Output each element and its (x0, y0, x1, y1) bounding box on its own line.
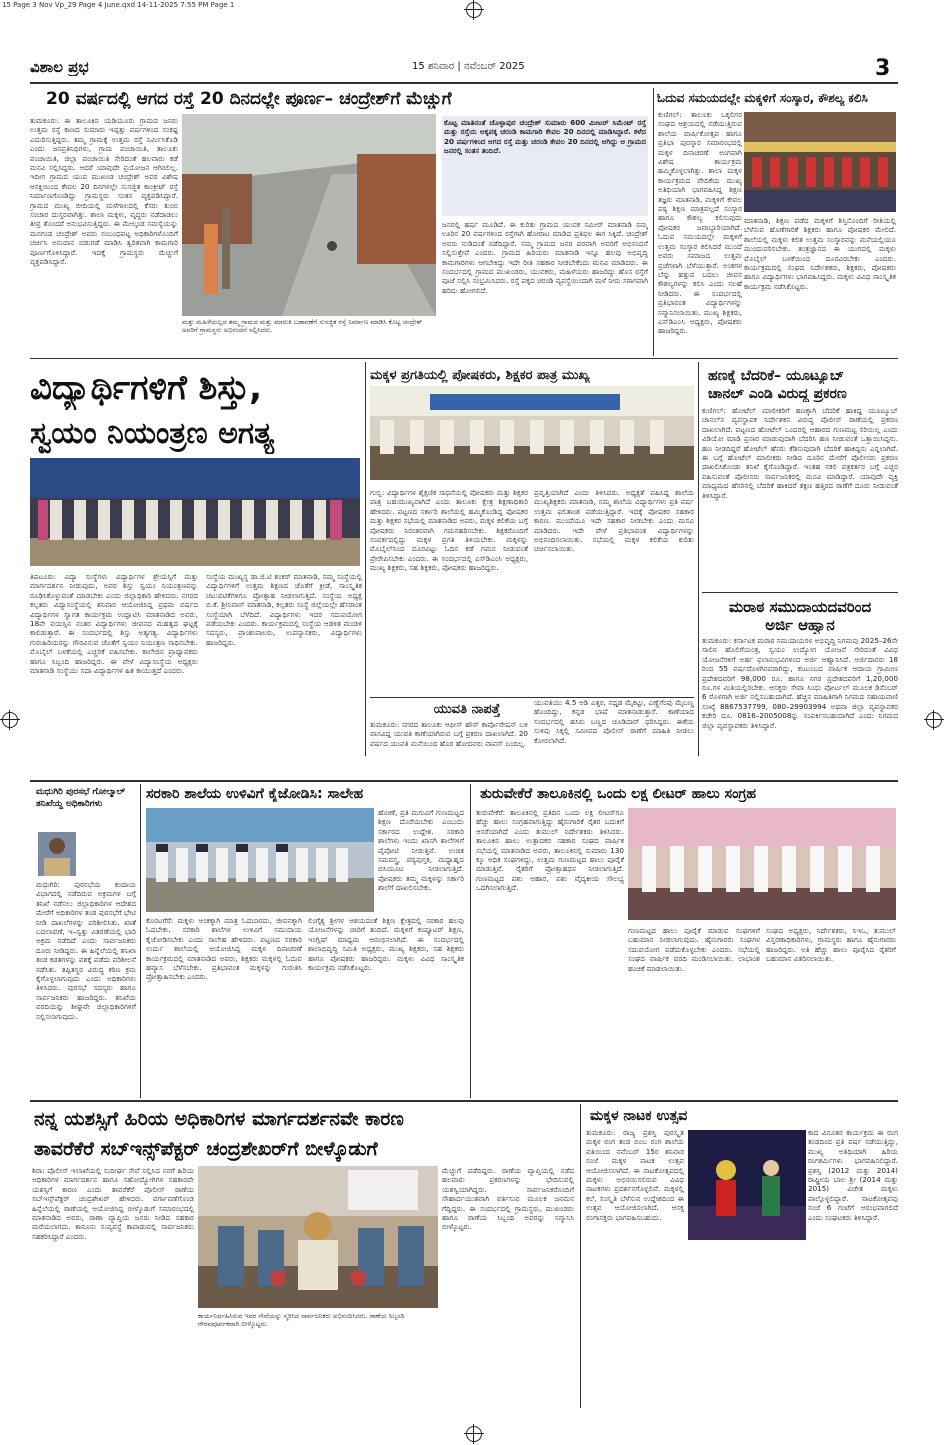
story-headline: ಸರಕಾರಿ ಶಾಲೆಯ ಉಳಿವಿಗೆ ಕೈಜೋಡಿಸಿ: ಸಾಲೇಹ (146, 786, 364, 802)
story-callout: ಕೊಟ್ಟ ಮಾತಿನಂತೆ ಚೊಳ್ಳಾಪುರ ಚಂದ್ರೇಶ್ ಸುಮಾರು 600 ಮೀಟರ್ ಸಿಮೆಂಟ್ ರಸ್ತೆ ಮತ್ತು ರಸ್ತೆಯ ಅಕ್ಕಪಕ್ಕ ಚರಂಡಿ ಕಾಮಗಾರಿ ಕೇವಲ 20 ದಿನದಲ್ಲಿ ಮಾಡಿಸಿದ್ದಾರೆ. ಕಳೆದ 20 ವರ್ಷಗಳಿಂದ ಆಗದ ರಸ್ತೆ ಮತ್ತು ಚರಂಡಿ ಕೇವಲ 20 ದಿನದಲ್ಲಿ ಆಗಿದ್ದು ಆ ಗ್ರಾಮದ ಜನರಲ್ಲಿ ಸಂತಸ ತಂದಿದೆ. (442, 116, 648, 216)
story-body: ತುಮಕೂರು: ಈ ತಾಲೂಕಿನ ಯಡಿಯೂರು ಗ್ರಾಮದ ಜನರು ಉತ್ತಮ ರಸ್ತೆ ಕಾಣದ ಸುಮಾರು ಇಪ್ಪತ್ತು ವರ್ಷಗಳಿಂದ ಸಂಕಷ್ಟ ಎದುರಿಸುತ್ತಿದ್ದರು. ತಮ್ಮ ಗ್ರಾಮಕ್ಕೆ ಉತ್ತಮ ರಸ್ತೆ ನಿರ್ಮಿಸಿಕೊಡಿ ಎಂದು ಜನಪ್ರತಿನಿಧಿಗಳು, ಗ್ರಾಮ ಪಂಚಾಯಿತಿ, ತಾಲೂಕು ಪಂಚಾಯಿತಿ, ಜಿಲ್ಲಾ ಪಂಚಾಯಿತಿ ಸೇರಿದಂತೆ ಹಲವಾರು ಕಡೆ ಮನವಿ ಸಲ್ಲಿಸಿದ್ದರು. ಆದರೆ ಯಾವುದೇ ಪ್ರಯೋಜನ ಆಗಿರಲಿಲ್ಲ. ಇದೀಗ ಗ್ರಾಮದ ಯುವ ಮುಖಂಡ ಚಂದ್ರೇಶ್ ಅವರ ವಿಶೇಷ ಆಸಕ್ತಿಯಿಂದ ಕೇವಲ 20 ದಿನಗಳಲ್ಲೇ ಸುಸಜ್ಜಿತ ಕಾಂಕ್ರೀಟ್ ರಸ್ತೆ ನಿರ್ಮಾಣಗೊಂಡಿದ್ದು ಗ್ರಾಮಸ್ಥರು ಸಂತಸ ವ್ಯಕ್ತಪಡಿಸಿದ್ದಾರೆ. ಗ್ರಾಮದ ಮುಖ್ಯ ಬೀದಿಯಲ್ಲಿ ಮಳೆಗಾಲದಲ್ಲಿ ಕೆಸರು ತುಂಬಿ ಸಂಚಾರ ದುಸ್ತರವಾಗಿತ್ತು. ಶಾಲಾ ಮಕ್ಕಳು, ವೃದ್ಧರು ನಡೆದಾಡಲು ತೀವ್ರ ತೊಂದರೆ ಅನುಭವಿಸುತ್ತಿದ್ದರು. ಈ ಮೇಲ್ಕಂಡ ಸಮಸ್ಯೆಯನ್ನು ಮನಗಂಡ ಚಂದ್ರೇಶ್ ಅವರು ಸಂಬಂಧಪಟ್ಟ ಅಧಿಕಾರಿಗಳೊಂದಿಗೆ ಚರ್ಚಿಸಿ ಅನುದಾನ ಬಿಡುಗಡೆ ಮಾಡಿಸಿ ತ್ವರಿತವಾಗಿ ಕಾಮಗಾರಿ ಪೂರ್ಣಗೊಳಿಸಿದ್ದಾರೆ. ಇದಕ್ಕೆ ಗ್ರಾಮಸ್ಥರು ಮೆಚ್ಚುಗೆ ವ್ಯಕ್ತಪಡಿಸಿದ್ದಾರೆ. (30, 116, 178, 267)
registration-mark-right (926, 712, 942, 728)
story-body: ತಿಪಟೂರು: ವಿದ್ಯಾ ಸಂಸ್ಥೆಗಳು ವಿದ್ಯಾರ್ಥಿಗಳ ಶ್ರೇಯಸ್ಸಿಗೆ ಮತ್ತು ಮಾರ್ಗದರ್ಶನ ನೀಡುವುದು, ಅವರ ಶಿಸ್ತು ಸ್ವಯಂ ನಿಯಂತ್ರಣವನ್ನು ರೂಢಿಸಿಕೊಳ್ಳುವಂತೆ ಮಾಡಬೇಕು ಎಂದು ಜಿಲ್ಲಾಧಿಕಾರಿ ಹೇಳಿದರು. ನಗರದ ಕಲ್ಪತರು ವಿದ್ಯಾಸಂಸ್ಥೆಯಲ್ಲಿ ಶನಿವಾರ ಆಯೋಜಿಸಿದ್ದ ಪ್ರಥಮ ವರ್ಷದ ವಿದ್ಯಾರ್ಥಿಗಳ ಸ್ವಾಗತ ಕಾರ್ಯಕ್ರಮ ಉದ್ಘಾಟಿಸಿ ಮಾತನಾಡಿದ ಅವರು, 18ನೇ ವಯಸ್ಸಿನ ನಂತರ ವಿದ್ಯಾರ್ಥಿಗಳು ಜೀವನದ ಮಹತ್ವದ ಘಟ್ಟಕ್ಕೆ ಕಾಲಿಡುತ್ತಾರೆ. ಈ ಸಂದರ್ಭದಲ್ಲಿ ಶಿಸ್ತು ಅತ್ಯಗತ್ಯ. ವಿದ್ಯಾರ್ಥಿಗಳು ಗುರುಹಿರಿಯರನ್ನು ಗೌರವಿಸುವ ಜೊತೆಗೆ ಸ್ವಯಂ ನಿಯಂತ್ರಣ ಸಾಧಿಸಬೇಕು. ಮೊಬೈಲ್ ಬಳಕೆಯಲ್ಲಿ ಎಚ್ಚರಿಕೆ ವಹಿಸಬೇಕು. ಕಾಲೇಜಿನ ಪ್ರಾಧ್ಯಾಪಕರು ಹಾಗೂ ಸಿಬ್ಬಂದಿ ಹಾಜರಿದ್ದರು. ಈ ವೇಳೆ ವಿದ್ಯಾಸಂಸ್ಥೆಯ ಅಧ್ಯಕ್ಷರು ಮಾತನಾಡಿ ಸಂಸ್ಥೆಯು ಸದಾ ವಿದ್ಯಾರ್ಥಿಗಳ ಹಿತ ಕಾಯುತ್ತದೆ ಎಂದರು. (30, 572, 198, 676)
story-headline: ಯುವತಿ ನಾಪತ್ತೆ (433, 702, 501, 717)
story-body: ಹೋಣೆ, ಪ್ರತಿ ಮಗುವಿಗೆ ಗುಣಮಟ್ಟದ ಶಿಕ್ಷಣ ದೊರೆಯಬೇಕು ಎಂಬುದು ಸರ್ಕಾರದ ಉದ್ದೇಶ. ಸರಕಾರಿ ಶಾಲೆಗಳು ಇಂದು ಖಾಸಗಿ ಶಾಲೆಗಳಿಗೆ ಪೈಪೋಟಿ ನೀಡುತ್ತಿವೆ. ಉಚಿತ ಸಮವಸ್ತ್ರ, ಪಠ್ಯಪುಸ್ತಕ, ಮಧ್ಯಾಹ್ನದ ಬಿಸಿಯೂಟ ನೀಡಲಾಗುತ್ತಿದೆ. ಪೋಷಕರು ತಮ್ಮ ಮಕ್ಕಳನ್ನು ಸರ್ಕಾರಿ ಶಾಲೆಗೆ ದಾಖಲಿಸಬೇಕು. (378, 808, 464, 893)
story-body: ಸಂಸ್ಥೆಯ ಮುಖ್ಯಸ್ಥ ಡಾ.ಜಿ.ಟಿ ಶಂಕರ್ ಮಾತನಾಡಿ, ನಮ್ಮ ಸಂಸ್ಥೆಯಲ್ಲಿ ವಿದ್ಯಾರ್ಥಿಗಳಿಗೆ ಉತ್ತಮ ಶಿಕ್ಷಣದ ಜೊತೆಗೆ ಕ್ರೀಡೆ, ಸಾಂಸ್ಕೃತಿಕ ಚಟುವಟಿಕೆಗಳಿಗೂ ಪ್ರೋತ್ಸಾಹ ನೀಡಲಾಗುತ್ತಿದೆ. ಸಂಸ್ಥೆಯ ಅಧ್ಯಕ್ಷ ಬಿ.ಕೆ. ಶ್ರೀನಿವಾಸ್ ಮಾತನಾಡಿ, ಕಲ್ಪತರು ಸಂಸ್ಥೆ ಜಿಲ್ಲೆಯಲ್ಲೇ ಹೆಸರಾಂತ ಸಂಸ್ಥೆಯಾಗಿ ಬೆಳೆದಿದೆ. ವಿದ್ಯಾರ್ಥಿಗಳು ಇದರ ಸದುಪಯೋಗ ಪಡೆಯಬೇಕು ಎಂದರು. ಕಾರ್ಯಕ್ರಮದಲ್ಲಿ ಸಂಸ್ಥೆಯ ಆಡಳಿತ ಮಂಡಳಿ ಸದಸ್ಯರು, ಪ್ರಾಂಶುಪಾಲರು, ಉಪನ್ಯಾಸಕರು, ವಿದ್ಯಾರ್ಥಿಗಳು ಹಾಜರಿದ್ದರು. (206, 572, 362, 647)
page-number: 3 (875, 56, 891, 81)
registration-mark-top (466, 2, 482, 18)
column-divider (580, 1104, 581, 1408)
story-headline: ಮಕ್ಕಳ ಪ್ರಗತಿಯಲ್ಲಿ ಪೋಷಕರು, ಶಿಕ್ಷಕರ ಪಾತ್ರ ಮುಖ್ಯ (370, 368, 590, 383)
masthead-name: ವಿಶಾಲ ಪ್ರಭ (30, 58, 89, 76)
farewell-photo (198, 1166, 438, 1308)
column-divider (365, 362, 366, 756)
print-slug: 15 Page 3 Nov Vp_29 Page 4 June.qxd 14-11-2025 7:55 PM Page 1 (2, 1, 235, 9)
story-body: ಶಿರಾ: ಪೊಲೀಸ್ ಇಲಾಖೆಯಲ್ಲಿ ಸುದೀರ್ಘ ಸೇವೆ ಸಲ್ಲಿಸಿದ ನನಗೆ ಹಿರಿಯ ಅಧಿಕಾರಿಗಳ ಮಾರ್ಗದರ್ಶನ ಹಾಗೂ ಸಹೋದ್ಯೋಗಿಗಳ ಸಹಕಾರವೇ ಯಶಸ್ಸಿಗೆ ಕಾರಣ ಎಂದು ತಾವರೆಕೆರೆ ಪೊಲೀಸ್ ಠಾಣೆಯ ಸಬ್‌ಇನ್ಸ್‌ಪೆಕ್ಟರ್ ಚಂದ್ರಶೇಖರ್ ಹೇಳಿದರು. ವರ್ಗಾವಣೆಗೊಂಡ ಹಿನ್ನೆಲೆಯಲ್ಲಿ ಠಾಣೆಯಲ್ಲಿ ಆಯೋಜಿಸಿದ್ದ ಬೀಳ್ಕೊಡುಗೆ ಸಮಾರಂಭದಲ್ಲಿ ಮಾತನಾಡಿದ ಅವರು, ಠಾಣಾ ವ್ಯಾಪ್ತಿಯ ಜನರು ನೀಡಿದ ಸಹಕಾರ ಮರೆಯಲಾಗದು. ಕಾನೂನು ಸುವ್ಯವಸ್ಥೆ ಕಾಪಾಡುವಲ್ಲಿ ಸಾರ್ವಜನಿಕರು ಸಹಕರಿಸಿದ್ದಾರೆ ಎಂದರು. (32, 1166, 194, 1241)
column-divider (698, 362, 699, 756)
photo-caption: ಕಾರ್ಯನಿರ್ವಹಿಸಿರುವ ಇವರ ಸೇವೆಯನ್ನು ಸ್ಮರಿಸಿದ ಸಾರ್ವಜನಿಕರು ಅಭಿನಂದಿಸಿದರು. ಠಾಣೆಯ ಸಿಬ್ಬಂದಿ ಗೌರವಪೂರ್ವಕವಾಗಿ ಬೀಳ್ಕೊಟ್ಟರು. (198, 1312, 405, 1329)
registration-mark-left (2, 712, 18, 728)
event-photo (30, 458, 360, 566)
story-headline: ಮರಾಠ ಸಮುದಾಯದವರಿಂದ (728, 598, 872, 616)
story-body: ಯುವತಿಯು 4.5 ಅಡಿ ಎತ್ತರ, ಸಧೃಡ ಮೈಕಟ್ಟು, ಎಣ್ಣೆಗೆಂಪು ಮೈಬಣ್ಣ ಹೊಂದಿದ್ದು, ಕನ್ನಡ ಭಾಷೆ ಮಾತನಾಡುತ್ತಾರೆ. ಕಾಣೆಯಾದ ಸಂದರ್ಭದಲ್ಲಿ ಹಸಿರು ಬಣ್ಣದ ಚೂಡಿದಾರ್ ಧರಿಸಿದ್ದರು. ಈಕೆಯ ಸುಳಿವು ಸಿಕ್ಕಲ್ಲಿ ಸಮೀಪದ ಪೊಲೀಸ್ ಠಾಣೆಗೆ ಮಾಹಿತಿ ನೀಡಲು ಕೋರಲಾಗಿದೆ. (534, 698, 694, 745)
story-headline: ಹಣಕ್ಕೆ ಬೆದರಿಕೆ– ಯೂಟ್ಯೂಬ್ (708, 368, 845, 384)
school-children-photo (146, 808, 374, 912)
story-headline: ಮಧುಗಿರಿ ಪುರಸಭೆ ಗೋಲ್ಮಾಲ್ ತನಿಖೆಯ್ದ ಅಧಿಕಾರಿಗಳು (36, 787, 126, 809)
story-body: ಕುಣಿಗಲ್: ಹೋಟೆಲ್ ಮಾಲೀಕರಿಗೆ ಹಣಕ್ಕಾಗಿ ಬೆದರಿಕೆ ಹಾಕಿದ್ದ ಯೂಟ್ಯೂಬ್ ಚಾನಲ್‌ನ ವ್ಯವಸ್ಥಾಪಕ ನಿರ್ದೇಶಕನ ವಿರುದ್ಧ ಪೊಲೀಸ್ ಠಾಣೆಯಲ್ಲಿ ಪ್ರಕರಣ ದಾಖಲಾಗಿದೆ. ಪಟ್ಟಣದ ಹೋಟೆಲ್ ಒಂದರಲ್ಲಿ ಆಹಾರದ ಗುಣಮಟ್ಟ ಸರಿಯಿಲ್ಲ ಎಂದು ವಿಡಿಯೋ ಮಾಡಿ ಪ್ರಸಾರ ಮಾಡುವುದಾಗಿ ಬೆದರಿಸಿ ಹಣ ನೀಡುವಂತೆ ಒತ್ತಾಯಿಸಿದ್ದನು. ಹಣ ನೀಡದಿದ್ದರೆ ಹೋಟೆಲ್ ಹೆಸರು ಕೆಡಿಸುವುದಾಗಿ ಬೆದರಿಕೆ ಹಾಕಿದ್ದನು ಎನ್ನಲಾಗಿದೆ. ಈ ಬಗ್ಗೆ ಹೋಟೆಲ್ ಮಾಲೀಕರು ನೀಡಿದ ದೂರಿನ ಮೇರೆಗೆ ಪೊಲೀಸರು ಪ್ರಕರಣ ದಾಖಲಿಸಿಕೊಂಡು ತನಿಖೆ ಕೈಗೊಂಡಿದ್ದಾರೆ. ಇಂತಹ ನಕಲಿ ಪತ್ರಕರ್ತರ ಬಗ್ಗೆ ಎಚ್ಚರ ವಹಿಸುವಂತೆ ಪೊಲೀಸರು ಸಾರ್ವಜನಿಕರಲ್ಲಿ ಮನವಿ ಮಾಡಿದ್ದಾರೆ. ಯಾವುದೇ ವ್ಯಕ್ತಿ ಮಾಧ್ಯಮದ ಹೆಸರಿನಲ್ಲಿ ಬೆದರಿಕೆ ಹಾಕಿದರೆ ತಕ್ಷಣ ಹತ್ತಿರದ ಠಾಣೆಗೆ ದೂರು ನೀಡುವಂತೆ ತಿಳಿಸಿದ್ದಾರೆ. (702, 406, 898, 500)
story-body: ಕುಣಿಗಲ್: ತಾಲೂಕು ಒಕ್ಕಲಿಗರ ಸಂಘದ ಆಶ್ರಯದಲ್ಲಿ ನಡೆಯುತ್ತಿರುವ ಶಾಲೆಯ ವಾರ್ಷಿಕೋತ್ಸವ ಹಾಗೂ ಪ್ರತಿಭಾ ಪುರಸ್ಕಾರ ಸಮಾರಂಭದಲ್ಲಿ ಮಕ್ಕಳ ದಿನಾಚರಣೆ ಅಂಗವಾಗಿ ವಿಶೇಷ ಕಾರ್ಯಕ್ರಮ ಹಮ್ಮಿಕೊಳ್ಳಲಾಗಿತ್ತು. ಶಾಲಾ ಮಕ್ಕಳ ಕಾರ್ಯಕ್ರಮದ ವೇದಿಕೆಯ ಮುಖ್ಯ ಅತಿಥಿಯಾಗಿ ಭಾಗವಹಿಸಿದ್ದ ಶಿಕ್ಷಣ ತಜ್ಞರು ಮಾತನಾಡಿ, ಮಕ್ಕಳಿಗೆ ಕೇವಲ ಪಠ್ಯ ಶಿಕ್ಷಣ ಮಾತ್ರವಲ್ಲದೆ ಸಂಸ್ಕಾರ ಹಾಗೂ ಕೌಶಲ್ಯ ಕಲಿಸುವುದು ಪೋಷಕರ ಜವಾಬ್ದಾರಿಯಾಗಿದೆ. ಓದುವ ಸಮಯದಲ್ಲೇ ಮಕ್ಕಳಿಗೆ ಉತ್ತಮ ಸಂಸ್ಕಾರ ಕಲಿಸಿದರೆ ಮುಂದೆ ಅವರು ಸಮಾಜದ ಉತ್ತಮ ಪ್ರಜೆಗಳಾಗಿ ಬೆಳೆಯುತ್ತಾರೆ. ಅಂಕಗಳ ಬೆನ್ನು ಹತ್ತುವ ಬದಲು ಜೀವನ ಕೌಶಲ್ಯಗಳನ್ನು ಕಲಿಸಿ ಎಂದು ಸಲಹೆ ನೀಡಿದರು. ಈ ಸಂದರ್ಭದಲ್ಲಿ ಪ್ರತಿಭಾವಂತ ವಿದ್ಯಾರ್ಥಿಗಳನ್ನು ಸನ್ಮಾನಿಸಲಾಯಿತು. ಮುಖ್ಯ ಶಿಕ್ಷಕರು, ಎಸ್‌ಡಿಎಂಸಿ ಅಧ್ಯಕ್ಷರು, ಪೋಷಕರು ಹಾಜರಿದ್ದರು. (658, 110, 742, 336)
story-body: ತುಮಕೂರು: ರಾಜ್ಯ ಪ್ರಶಸ್ತಿ ಪುರಸ್ಕೃತ ಮಕ್ಕಳ ರಂಗ ತಂಡ ಬಿಂಬ ರಂಗ ಶಾಲೆಯ ವತಿಯಿಂದ ನವೆಂಬರ್ 15ರ ಶನಿವಾರ ಸಂಜೆ ಮಕ್ಕಳ ನಾಟಕ ಉತ್ಸವ ಆಯೋಜಿಸಲಾಗಿದೆ. ಈ ನಾಟಕೋತ್ಸವದಲ್ಲಿ ಮಕ್ಕಳು ಅಭಿನಯಿಸಲಿರುವ ವಿವಿಧ ನಾಟಕಗಳು ಪ್ರದರ್ಶನಗೊಳ್ಳಲಿವೆ. ಮಕ್ಕಳಲ್ಲಿ ಕಲೆ, ಸಂಸ್ಕೃತಿ ಬೆಳೆಸುವ ಉದ್ದೇಶದಿಂದ ಈ ಉತ್ಸವ ಆಯೋಜಿಸಲಾಗಿದೆ. ಆಸಕ್ತ ರಂಗಾಸಕ್ತರು ಭಾಗವಹಿಸಬಹುದು. (586, 1128, 684, 1222)
story-headline: ಸ್ವಯಂ ನಿಯಂತ್ರಣ ಅಗತ್ಯ (30, 416, 275, 451)
story-body: ಜನರಲ್ಲಿ ಹರ್ಷ ಮೂಡಿದೆ. ಈ ಕುರಿತು ಗ್ರಾಮದ ಯುವಕ ಸಮೀರ್ ಮಾತನಾಡಿ ನಮ್ಮ ಊರಿನ 20 ವರ್ಷಗಳಿಂದ ರಸ್ತೆಗಾಗಿ ಹೋರಾಟ ಮಾಡಿದ ಪ್ರತಿಫಲ ಈಗ ಸಿಕ್ಕಿದೆ. ಚಂದ್ರೇಶ್ ಅವರು ನುಡಿದಂತೆ ನಡೆದಿದ್ದಾರೆ. ನಮ್ಮ ಗ್ರಾಮದ ಜನರ ಪರವಾಗಿ ಅವರಿಗೆ ಅಭಿನಂದನೆ ಸಲ್ಲಿಸುತ್ತೇವೆ ಎಂದರು. ಗ್ರಾಮದ ಹಿರಿಯರು ಮಾತನಾಡಿ ಇನ್ನೂ ಹಲವು ಅಭಿವೃದ್ಧಿ ಕಾಮಗಾರಿಗಳು ಆಗಬೇಕಿದ್ದು ಇದೇ ರೀತಿ ಸಹಕಾರ ನೀಡಬೇಕೆಂದು ಮನವಿ ಮಾಡಿದರು. ಈ ಸಂದರ್ಭದಲ್ಲಿ ಗ್ರಾಮದ ಮುಖಂಡರು, ಯುವಕರು, ಮಹಿಳೆಯರು ಹಾಜರಿದ್ದು ಹೊಸ ರಸ್ತೆಗೆ ಪೂಜೆ ಸಲ್ಲಿಸಿ ಸಂಭ್ರಮಿಸಿದರು. ರಸ್ತೆ ಪಕ್ಕದ ಚರಂಡಿ ವ್ಯವಸ್ಥೆಯಿಂದಾಗಿ ಮಳೆ ನೀರು ಸರಾಗವಾಗಿ ಹರಿದು ಹೋಗಲಿದೆ. (442, 220, 648, 295)
story-body: ಲಿಂಗೈಕ್ಯ ಶ್ರೀಗಳ ಆಶಯದಂತೆ ಶಿಕ್ಷಣ ಕ್ಷೇತ್ರದಲ್ಲಿ ಸರಕಾರ ಹಲವು ಯೋಜನೆಗಳನ್ನು ಜಾರಿಗೆ ತಂದಿದೆ. ಮಕ್ಕಳಿಗೆ ಕಂಪ್ಯೂಟರ್ ಶಿಕ್ಷಣ, ಇಂಗ್ಲಿಷ್ ಮಾಧ್ಯಮ ಆರಂಭಿಸಲಾಗಿದೆ. ಈ ಸಂದರ್ಭದಲ್ಲಿ ಶಾಲಾಭಿವೃದ್ಧಿ ಸಮಿತಿ ಅಧ್ಯಕ್ಷರು, ಮುಖ್ಯ ಶಿಕ್ಷಕರು, ಸಹ ಶಿಕ್ಷಕರು ಹಾಗೂ ಪೋಷಕರು ಹಾಜರಿದ್ದರು. ಮಕ್ಕಳು ವಿವಿಧ ಸಾಂಸ್ಕೃತಿಕ ಕಾರ್ಯಕ್ರಮ ನಡೆಸಿಕೊಟ್ಟರು. (308, 916, 464, 973)
section-rule (30, 358, 898, 359)
story-headline: ಓದುವ ಸಮಯದಲ್ಲೇ ಮಕ್ಕಳಿಗೆ ಸಂಸ್ಕಾರ, ಕೌಶಲ್ಯ ಕಲಿಸಿ (657, 91, 868, 105)
meeting-photo (370, 386, 694, 480)
registration-mark-bottom (466, 1426, 482, 1442)
students-photo (744, 112, 896, 212)
story-headline: ಅರ್ಜಿ ಆಹ್ವಾನ (765, 616, 835, 634)
story-body: ಗುಣಮಟ್ಟದ ಹಾಲು ಪೂರೈಕೆ ಮಾಡುವ ಸಂಘಗಳಿಗೆ ಬಹುಮಾನ ನೀಡಲಾಗುವುದು. ಹೈನುಗಾರರು ಸಂಘಗಳ ಸದುಪಯೋಗ ಪಡೆದುಕೊಳ್ಳಬೇಕು ಎಂದರು. ಸಭೆಯಲ್ಲಿ ಸಂಘದ ವಾರ್ಷಿಕ ವರದಿ ಮಂಡಿಸಲಾಯಿತು. ಲಾಭಾಂಶ ಹಂಚಿಕೆ ಮಾಡಲಾಯಿತು. (628, 926, 760, 973)
story-headline: ತುರುವೇಕೆರೆ ತಾಲೂಕಿನಲ್ಲಿ ಒಂದು ಲಕ್ಷ ಲೀಟರ್ ಹಾಲು ಸಂಗ್ರಹ (480, 786, 757, 802)
masthead-rule (30, 82, 898, 84)
section-rule (30, 1100, 898, 1102)
story-body: ತುಮಕೂರು: ನಗರದ ತಾಲೂಕು ಆಫೀಸ್ ಹೌಸ್ ಕಾರ್ಪೊರೇಷನ್ ಬಳಿ ವಾಸವಿದ್ದ ಯುವತಿ ಕಾಣೆಯಾಗಿರುವ ಬಗ್ಗೆ ಪ್ರಕರಣ ದಾಖಲಾಗಿದೆ. 20 ವರ್ಷದ ಯುವತಿ ಮನೆಯಿಂದ ಹೊರ ಹೋದವರು ವಾಪಸ್ ಬಂದಿಲ್ಲ. (370, 720, 528, 748)
story-headline: ವಿದ್ಯಾರ್ಥಿಗಳಿಗೆ ಶಿಸ್ತು, (30, 368, 262, 408)
story-headline: 20 ವರ್ಷದಲ್ಲಿ ಆಗದ ರಸ್ತೆ 20 ದಿನದಲ್ಲೇ ಪೂರ್ಣ– ಚಂದ್ರೇಶ್‌ಗೆ ಮೆಚ್ಚುಗೆ (46, 89, 452, 109)
story-body: ತುಮಕೂರು: ಕರ್ನಾಟಕ ಮರಾಠ ಸಮುದಾಯಗಳ ಅಭಿವೃದ್ಧಿ ನಿಗಮವು 2025–26ನೇ ಸಾಲಿನ ಹೊಲಿಗೆಯಂತ್ರ, ಸ್ವಯಂ ಉದ್ಯೋಗ ಯೋಜನೆ ಸೇರಿದಂತೆ ವಿವಿಧ ಯೋಜನೆಗಳಿಗೆ ಅರ್ಹ ಫಲಾನುಭವಿಗಳಿಂದ ಅರ್ಜಿ ಆಹ್ವಾನಿಸಿದೆ. ಅರ್ಜಿದಾರರು 18 ರಿಂದ 55 ವರ್ಷದೊಳಗಿನವರಾಗಿದ್ದು, ಕುಟುಂಬದ ವಾರ್ಷಿಕ ಆದಾಯ ಗ್ರಾಮೀಣ ಪ್ರದೇಶದವರಿಗೆ 98,000 ರೂ. ಹಾಗೂ ನಗರ ಪ್ರದೇಶದವರಿಗೆ 1,20,000 ರೂ.ಗಳ ಮಿತಿಯಲ್ಲಿರಬೇಕು. ಆಸಕ್ತರು ಸೇವಾ ಸಿಂಧು ಪೋರ್ಟಲ್ ಮೂಲಕ ಡಿಸೆಂಬರ್ 6 ರೊಳಗಾಗಿ ಅರ್ಜಿ ಸಲ್ಲಿಸಬಹುದಾಗಿದೆ. ಹೆಚ್ಚಿನ ಮಾಹಿತಿಗಾಗಿ ನಿಗಮದ ಸಹಾಯವಾಣಿ ಸಂಖ್ಯೆ 8867537799, 080–29903994 ಅಥವಾ ಜಿಲ್ಲಾ ವ್ಯವಸ್ಥಾಪಕರ ಕಚೇರಿ ದೂ. 0816–2005008ನ್ನು ಸಂಪರ್ಕಿಸಬಹುದಾಗಿದೆ ಎಂದು ನಿಗಮದ ಜಿಲ್ಲಾ ವ್ಯವಸ್ಥಾಪಕರು ತಿಳಿಸಿದ್ದಾರೆ. (702, 636, 898, 730)
masthead-date: 15 ಶನಿವಾರ | ನವೆಂಬರ್ 2025 (412, 61, 525, 72)
story-headline: ನನ್ನ ಯಶಸ್ಸಿಗೆ ಹಿರಿಯ ಅಧಿಕಾರಿಗಳ ಮಾರ್ಗದರ್ಶನವೇ ಕಾರಣ (34, 1108, 404, 1130)
story-body: ಪ್ರವೃತ್ತಿಯಾಗಿದೆ ಎಂದು ತಿಳಿಸಿದರು. ಅಧ್ಯಕ್ಷತೆ ವಹಿಸಿದ್ದ ಶಾಲೆಯ ಮುಖ್ಯಶಿಕ್ಷಕರು ಮಾತನಾಡಿ, ನಮ್ಮ ಶಾಲೆಯ ವಿದ್ಯಾರ್ಥಿಗಳು ಪ್ರತಿ ವರ್ಷ ಉತ್ತಮ ಫಲಿತಾಂಶ ಪಡೆಯುತ್ತಿದ್ದಾರೆ. ಇದಕ್ಕೆ ಪೋಷಕರ ಸಹಕಾರ ಕಾರಣ. ಮುಂದೆಯೂ ಇದೇ ಸಹಕಾರ ನೀಡಬೇಕು ಎಂದು ಮನವಿ ಮಾಡಿದರು. ಇದೇ ವೇಳೆ ಪ್ರತಿಭಾವಂತ ವಿದ್ಯಾರ್ಥಿಗಳನ್ನು ಅಭಿನಂದಿಸಲಾಯಿತು. ಸಭೆಯಲ್ಲಿ ಮಕ್ಕಳ ಕಲಿಕೆಯ ಕುರಿತು ಚರ್ಚಿಸಲಾಯಿತು. (534, 488, 694, 554)
story-body: ಕೊರಟಗೆರೆ: ಮಕ್ಕಳು ಅಂಕಕ್ಕಾಗಿ ಮಾತ್ರ ಓದಬಾರದು, ಜೀವನಕ್ಕಾಗಿ ಓದಬೇಕು. ಸರಕಾರಿ ಶಾಲೆಗಳ ಉಳಿವಿಗೆ ಸಮುದಾಯ ಕೈಜೋಡಿಸಬೇಕು ಎಂದು ಸಾಲೇಹ ಹೇಳಿದರು. ಪಟ್ಟಣದ ಸರಕಾರಿ ಉರ್ದು ಶಾಲೆಯಲ್ಲಿ ಆಯೋಜಿಸಿದ್ದ ಮಕ್ಕಳ ದಿನಾಚರಣೆ ಕಾರ್ಯಕ್ರಮದಲ್ಲಿ ಮಾತನಾಡಿದ ಅವರು, ಶಿಕ್ಷಕರು ಮಕ್ಕಳಲ್ಲಿ ಓದುವ ಹವ್ಯಾಸ ಬೆಳೆಸಬೇಕು. ಪ್ರತಿಭಾವಂತ ಮಕ್ಕಳನ್ನು ಗುರುತಿಸಿ ಪ್ರೋತ್ಸಾಹಿಸಬೇಕು ಎಂದರು. (146, 916, 302, 982)
official-photo (38, 832, 76, 876)
story-body: ತುರುವೇಕೆರೆ: ತಾಲೂಕಿನಲ್ಲಿ ಪ್ರತಿದಿನ ಒಂದು ಲಕ್ಷ ಲೀಟರ್‌ಗೂ ಹೆಚ್ಚು ಹಾಲು ಸಂಗ್ರಹವಾಗುತ್ತಿದ್ದು ಹೈನುಗಾರಿಕೆ ರೈತರ ಬದುಕಿಗೆ ಆಸರೆಯಾಗಿದೆ ಎಂದು ತುಮುಲ್ ನಿರ್ದೇಶಕರು ತಿಳಿಸಿದರು. ತಾಲೂಕಿನ ಹಾಲು ಉತ್ಪಾದಕರ ಸಹಕಾರ ಸಂಘದ ವಾರ್ಷಿಕ ಸಭೆಯಲ್ಲಿ ಮಾತನಾಡಿದ ಅವರು, ತಾಲೂಕಿನಲ್ಲಿ ಸುಮಾರು 130 ಕ್ಕೂ ಅಧಿಕ ಸಂಘಗಳಿದ್ದು, ಉತ್ತಮ ಗುಣಮಟ್ಟದ ಹಾಲು ಪೂರೈಕೆ ಮಾಡುತ್ತಿವೆ. ರೈತರಿಗೆ ಪ್ರೋತ್ಸಾಹಧನ ನೀಡಲಾಗುತ್ತಿದೆ. ಗುಣಮಟ್ಟದ ಪಶು ಆಹಾರ, ಪಶು ವೈದ್ಯಕೀಯ ಸೌಲಭ್ಯ ಒದಗಿಸಲಾಗುತ್ತಿದೆ. (476, 808, 624, 893)
milk-union-photo (628, 808, 896, 920)
photo-caption: ಮತ್ತು ಮಹಿಳೆಯಲ್ಲದ ತಮ್ಮ ಗ್ರಾಮದ ಮತ್ತು ಮಾರುತಿ ಬಡಾವಣೆಗೆ ಸುಸಜ್ಜಿತ ರಸ್ತೆ ನಿರ್ಮಾಣ ಮಾಡಿಸಿ ಕೊಟ್ಟ ಚಂದ್ರೇಶ್ ಅವರಿಗೆ ಗ್ರಾಮಸ್ಥರು ಅಭಿನಂದನೆ ಸಲ್ಲಿಸಿದರು. (182, 318, 423, 335)
story-body: ಮಧುಗಿರಿ: ಪುರಸಭೆಯ ಕಂದಾಯ ವಿಭಾಗದಲ್ಲಿ ನಡೆದಿರುವ ಅಕ್ರಮಗಳ ಬಗ್ಗೆ ತನಿಖೆ ನಡೆಸಲು ಜಿಲ್ಲಾಧಿಕಾರಿಗಳ ಆದೇಶದ ಮೇರೆಗೆ ಅಧಿಕಾರಿಗಳ ತಂಡ ಪುರಸಭೆಗೆ ಭೇಟಿ ನೀಡಿ ದಾಖಲೆಗಳನ್ನು ಪರಿಶೀಲಿಸಿತು. ಖಾತೆ ಬದಲಾವಣೆ, ಇ–ಸ್ವತ್ತು ವಿತರಣೆಯಲ್ಲಿ ಭಾರಿ ಅಕ್ರಮ ನಡೆದಿದೆ ಎಂದು ಸಾರ್ವಜನಿಕರು ದೂರು ನೀಡಿದ್ದರು. ಈ ಹಿನ್ನೆಲೆಯಲ್ಲಿ ತನಿಖಾ ತಂಡ ಕಡತಗಳನ್ನು ವಶಕ್ಕೆ ಪಡೆದು ಪರಿಶೀಲನೆ ನಡೆಸಿತು. ತಪ್ಪಿತಸ್ಥರ ವಿರುದ್ಧ ಕಠಿಣ ಕ್ರಮ ಕೈಗೊಳ್ಳಲಾಗುವುದು ಎಂದು ಅಧಿಕಾರಿಗಳು ತಿಳಿಸಿದರು. ಪುರಸಭೆ ಸದಸ್ಯರು ಹಾಗೂ ಸಾರ್ವಜನಿಕರು ಹಾಜರಿದ್ದರು. ತನಿಖೆಯ ವರದಿಯನ್ನು ಶೀಘ್ರವೇ ಜಿಲ್ಲಾಧಿಕಾರಿಗಳಿಗೆ ಸಲ್ಲಿಸಲಾಗುವುದು. (36, 880, 136, 1021)
column-divider (140, 784, 141, 1098)
section-rule (702, 592, 898, 593)
story-body: ಕಾದ ವಿನೂತನ ಕಾರ್ಯಕ್ರಮ ಈ ರಂಗ ತಂಡದಿಂದ ಪ್ರತಿ ವರ್ಷ ನಡೆಯುತ್ತಿದ್ದು, ಮುಖ್ಯ ಅತಿಥಿಯಾಗಿ ಹಿರಿಯ ರಂಗಕರ್ಮಿಗಳು ಭಾಗವಹಿಸಲಿದ್ದಾರೆ. ಪ್ರಶಸ್ತಿ (2012 ಮತ್ತು 2014) ರಾಷ್ಟ್ರೀಯ ಬಾಲ ಶ್ರೀ (2014 ಮತ್ತು 2015) ವಿಜೇತ ಮಕ್ಕಳು ಪಾಲ್ಗೊಳ್ಳಲಿದ್ದಾರೆ. ನಾಟಕೋತ್ಸವವು ಸಂಜೆ 6 ಗಂಟೆಗೆ ಆರಂಭವಾಗಲಿದೆ ಎಂದು ಸಂಘಟಕರು ತಿಳಿಸಿದ್ದಾರೆ. (808, 1128, 898, 1222)
story-body: ಗುಬ್ಬಿ: ವಿದ್ಯಾರ್ಥಿಗಳ ಶೈಕ್ಷಣಿಕ ಸಾಧನೆಯಲ್ಲಿ ಪೋಷಕರು ಮತ್ತು ಶಿಕ್ಷಕರ ಪಾತ್ರ ಬಹುಮುಖ್ಯವಾಗಿದೆ ಎಂದು ತಾಲೂಕು ಕ್ಷೇತ್ರ ಶಿಕ್ಷಣಾಧಿಕಾರಿ ಹೇಳಿದರು. ಪಟ್ಟಣದ ಸರ್ಕಾರಿ ಶಾಲೆಯಲ್ಲಿ ಹಮ್ಮಿಕೊಂಡಿದ್ದ ಪೋಷಕರ ಮತ್ತು ಶಿಕ್ಷಕರ ಸಭೆಯಲ್ಲಿ ಮಾತನಾಡಿದ ಅವರು, ಮಕ್ಕಳ ಕಲಿಕೆಯ ಬಗ್ಗೆ ಪೋಷಕರು ನಿರಂತರವಾಗಿ ಗಮನಹರಿಸಬೇಕು. ಶಿಕ್ಷಕರೊಂದಿಗೆ ಸಂಪರ್ಕದಲ್ಲಿದ್ದು ಮಕ್ಕಳ ಪ್ರಗತಿ ತಿಳಿಯಬೇಕು. ಮಕ್ಕಳನ್ನು ಮೊಬೈಲ್‌ನಿಂದ ದೂರವಿಟ್ಟು ಓದಿನ ಕಡೆ ಗಮನ ನೀಡುವಂತೆ ಪ್ರೇರೇಪಿಸಬೇಕು ಎಂದರು. ಈ ಸಂದರ್ಭದಲ್ಲಿ ಎಸ್‌ಡಿಎಂಸಿ ಅಧ್ಯಕ್ಷರು, ಮುಖ್ಯ ಶಿಕ್ಷಕರು, ಸಹ ಶಿಕ್ಷಕರು, ಪೋಷಕರು ಹಾಜರಿದ್ದರು. (370, 488, 528, 573)
column-divider (653, 88, 654, 356)
story-body: ಮೆಚ್ಚುಗೆ ಪಡೆದಿದ್ದರು. ಠಾಣೆಯ ವ್ಯಾಪ್ತಿಯಲ್ಲಿ ನಡೆದ ಹಲವಾರು ಪ್ರಕರಣಗಳನ್ನು ಭೇದಿಸುವಲ್ಲಿ ಯಶಸ್ವಿಯಾಗಿದ್ದರು. ಸಾರ್ವಜನಿಕರೊಂದಿಗೆ ಸೌಹಾರ್ದಯುತವಾಗಿ ವರ್ತಿಸುವ ಮೂಲಕ ಜನಮನ ಗೆದ್ದಿದ್ದರು. ಈ ಸಂದರ್ಭದಲ್ಲಿ ಗ್ರಾಮಸ್ಥರು, ಮುಖಂಡರು ಹಾಗೂ ಠಾಣೆಯ ಸಿಬ್ಬಂದಿ ಅವರನ್ನು ಸನ್ಮಾನಿಸಿ ಬೀಳ್ಕೊಟ್ಟರು. (442, 1166, 574, 1232)
column-divider (470, 784, 471, 1098)
drama-photo (688, 1130, 806, 1240)
story-body: ಮಾತನಾಡಿ, ಶಿಕ್ಷಣ ಪಡೆದ ಮಕ್ಕಳಿಗೆ ಶಿಸ್ತಿನೊಂದಿಗೆ ರೀತಿಯಲ್ಲಿ ಬೆಳೆಸುವ ಹೊಣೆಗಾರಿಕೆ ಶಿಕ್ಷಕರು ಹಾಗೂ ಪೋಷಕರ ಮೇಲಿದೆ. ಶಾಲೆಯಲ್ಲಿ ಮಕ್ಕಳು ಕಲಿತ ಉತ್ತಮ ಸಂಸ್ಕಾರವನ್ನು ಮನೆಯಲ್ಲಿಯೂ ಮುಂದುವರಿಸಬೇಕು. ತಂತ್ರಜ್ಞಾನದ ಈ ಯುಗದಲ್ಲಿ ಮಕ್ಕಳು ಮೊಬೈಲ್ ಬಳಕೆಯಿಂದ ದೂರವಿರಬೇಕು ಎಂದರು. ಕಾರ್ಯಕ್ರಮದಲ್ಲಿ ಸಂಘದ ನಿರ್ದೇಶಕರು, ಶಿಕ್ಷಕರು, ಪೋಷಕರು ಹಾಗೂ ವಿದ್ಯಾರ್ಥಿಗಳು ಭಾಗವಹಿಸಿದ್ದರು. ಮಕ್ಕಳು ವಿವಿಧ ಸಾಂಸ್ಕೃತಿಕ ಕಾರ್ಯಕ್ರಮ ನಡೆಸಿಕೊಟ್ಟರು. (744, 216, 896, 291)
story-headline: ಮಕ್ಕಳ ನಾಟಕ ಉತ್ಸವ (590, 1108, 688, 1124)
story-headline: ತಾವರೆಕೆರೆ ಸಬ್‌ಇನ್ಸ್‌ಪೆಕ್ಟರ್ ಚಂದ್ರಶೇಖರ್‌ಗೆ ಬೀಳ್ಕೊಡುಗೆ (34, 1138, 378, 1160)
story-headline: ಚಾನಲ್ ಎಂಡಿ ವಿರುದ್ಧ ಪ್ರಕರಣ (708, 386, 847, 402)
section-rule (30, 780, 898, 782)
story-body: ಸಂಘದ ಅಧ್ಯಕ್ಷರು, ನಿರ್ದೇಶಕರು, ಸಿಇಒ, ತುಮುಲ್ ವಿಸ್ತರಣಾಧಿಕಾರಿಗಳು, ಗ್ರಾಮಸ್ಥರು ಹಾಗೂ ಹೈನುಗಾರರು ಹಾಜರಿದ್ದರು. ಅತಿ ಹೆಚ್ಚು ಹಾಲು ಪೂರೈಸಿದ ರೈತರಿಗೆ ಬಹುಮಾನ ವಿತರಿಸಲಾಯಿತು. (766, 926, 896, 964)
road-photo (182, 114, 436, 316)
